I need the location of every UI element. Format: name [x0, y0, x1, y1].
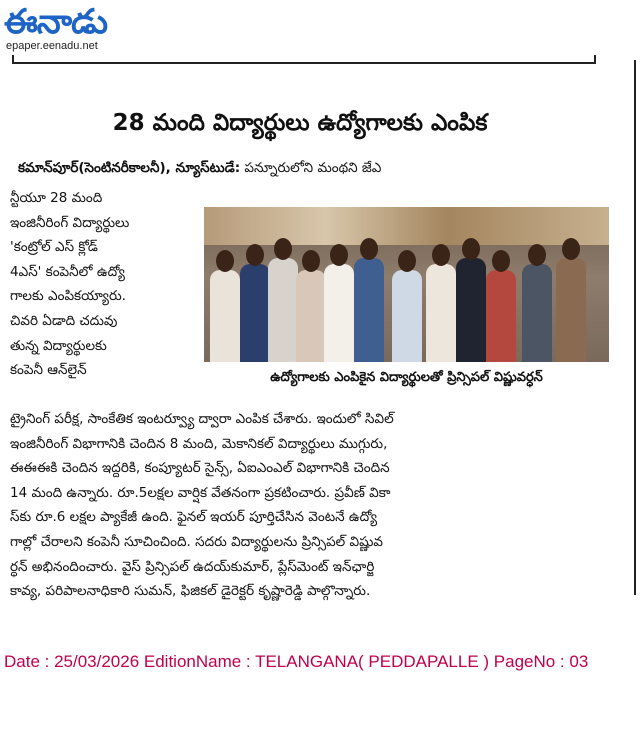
person-head — [432, 244, 450, 266]
person-head — [492, 250, 510, 272]
group-photo — [204, 207, 609, 362]
person-figure — [426, 264, 456, 362]
person-head — [528, 244, 546, 266]
person-head — [562, 238, 580, 260]
article-line: గాలకు ఎంపికయ్యారు. — [10, 288, 126, 305]
frame-top-rule — [12, 62, 596, 64]
article-narrow-column — [10, 186, 198, 383]
person-head — [274, 238, 292, 260]
person-figure — [268, 258, 298, 362]
person-figure — [486, 270, 516, 362]
article-line: 'కంట్రోల్ ఎస్ క్లోడ్ — [10, 239, 98, 256]
person-figure — [296, 270, 326, 362]
article-first-line — [18, 156, 381, 181]
article-dateline: కమాన్‌పూర్(సెంటినరీకాలనీ), న్యూస్‌టుడే: — [18, 160, 241, 176]
frame-right-rule — [634, 60, 636, 595]
article-line: కావ్య, పరిపాలనాధికారి సుమన్, ఫిజికల్ డైరెక్టర్ కృష్ణారెడ్డి పాల్గొన్నారు. — [10, 583, 371, 600]
article-first-line-text: పన్నూరులోని మంథని జేఎ — [240, 160, 382, 176]
person-figure — [456, 258, 486, 362]
photo-wall-frames — [204, 207, 609, 245]
person-head — [360, 238, 378, 260]
article-line: ఇంజినీరింగ్ విద్యార్థులు — [10, 214, 130, 231]
person-figure — [556, 258, 586, 362]
person-figure — [210, 270, 240, 362]
news-photo-block — [204, 207, 609, 395]
article-headline: 28 మంది విద్యార్థులు ఉద్యోగాలకు ఎంపిక — [112, 110, 488, 136]
person-head — [246, 244, 264, 266]
article-line: ఇంజినీరింగ్ విభాగానికి చెందిన 8 మంది, మెకానికల్ విద్యార్థులు ముగ్గురు, — [10, 435, 388, 452]
logo-text: ఈనాడు — [4, 2, 108, 42]
article-line: గాల్లో చేరాలని కంపెనీ సూచించింది. సదరు విద్యార్థులను ప్రిన్సిపల్ విష్ణువ — [10, 533, 384, 550]
logo-site-url: epaper.eenadu.net — [6, 40, 98, 52]
eenadu-logo — [4, 2, 144, 56]
article-line: ర్ధన్ అభినందించారు. వైస్ ప్రిన్సిపల్ ఉదయ్‌కుమార్, ప్లేస్‌మెంట్ ఇన్‌ఛార్జి — [10, 558, 375, 575]
person-figure — [392, 270, 422, 362]
photo-caption: ఉద్యోగాలకు ఎంపికైన విద్యార్థులతో ప్రిన్సిపల్ విష్ణువర్ధన్ — [270, 370, 543, 385]
article-line: ట్రైనింగ్ పరీక్ష, సాంకేతిక ఇంటర్వ్యూ ద్వారా ఎంపిక చేశారు. ఇందులో సివిల్ — [10, 411, 394, 427]
person-head — [462, 238, 480, 260]
article-line: న్టీయూ 28 మంది — [10, 190, 103, 206]
person-head — [330, 244, 348, 266]
article-line: స్‌కు రూ.6 లక్షల ప్యాకేజీ ఉంది. ఫైనల్ ఇయర్ పూర్తిచేసిన వెంటనే ఉద్యో — [10, 509, 378, 526]
article-line: చివరి ఏడాది చదువు — [10, 312, 118, 329]
article-line: 14 మంది ఉన్నారు. రూ.5లక్షల వార్షిక వేతనంగా ప్రకటించారు. ప్రవీణ్ వికా — [10, 484, 391, 501]
article-line: ఈఈఈకి చెందిన ఇద్దరికి, కంప్యూటర్ సైన్స్, ఏఐఎంఎల్ విభాగానికి చెందిన — [10, 460, 390, 477]
person-head — [216, 250, 234, 272]
edition-info: Date : 25/03/2026 EditionName : TELANGANA( PEDDAPALLE ) PageNo : 03 — [4, 652, 589, 671]
article-line: 4ఎస్' కంపెనీలో ఉద్యో — [10, 263, 125, 280]
person-head — [398, 250, 416, 272]
frame-corner-right — [594, 55, 596, 64]
article-line: కంపెనీ ఆన్‌లైన్ — [10, 362, 87, 379]
person-head — [302, 250, 320, 272]
person-figure — [354, 258, 384, 362]
article-full-width-text — [10, 407, 602, 604]
article-line: తున్న విద్యార్థులకు — [10, 337, 107, 354]
person-figure — [324, 264, 354, 362]
person-figure — [240, 264, 270, 362]
person-figure — [522, 264, 552, 362]
